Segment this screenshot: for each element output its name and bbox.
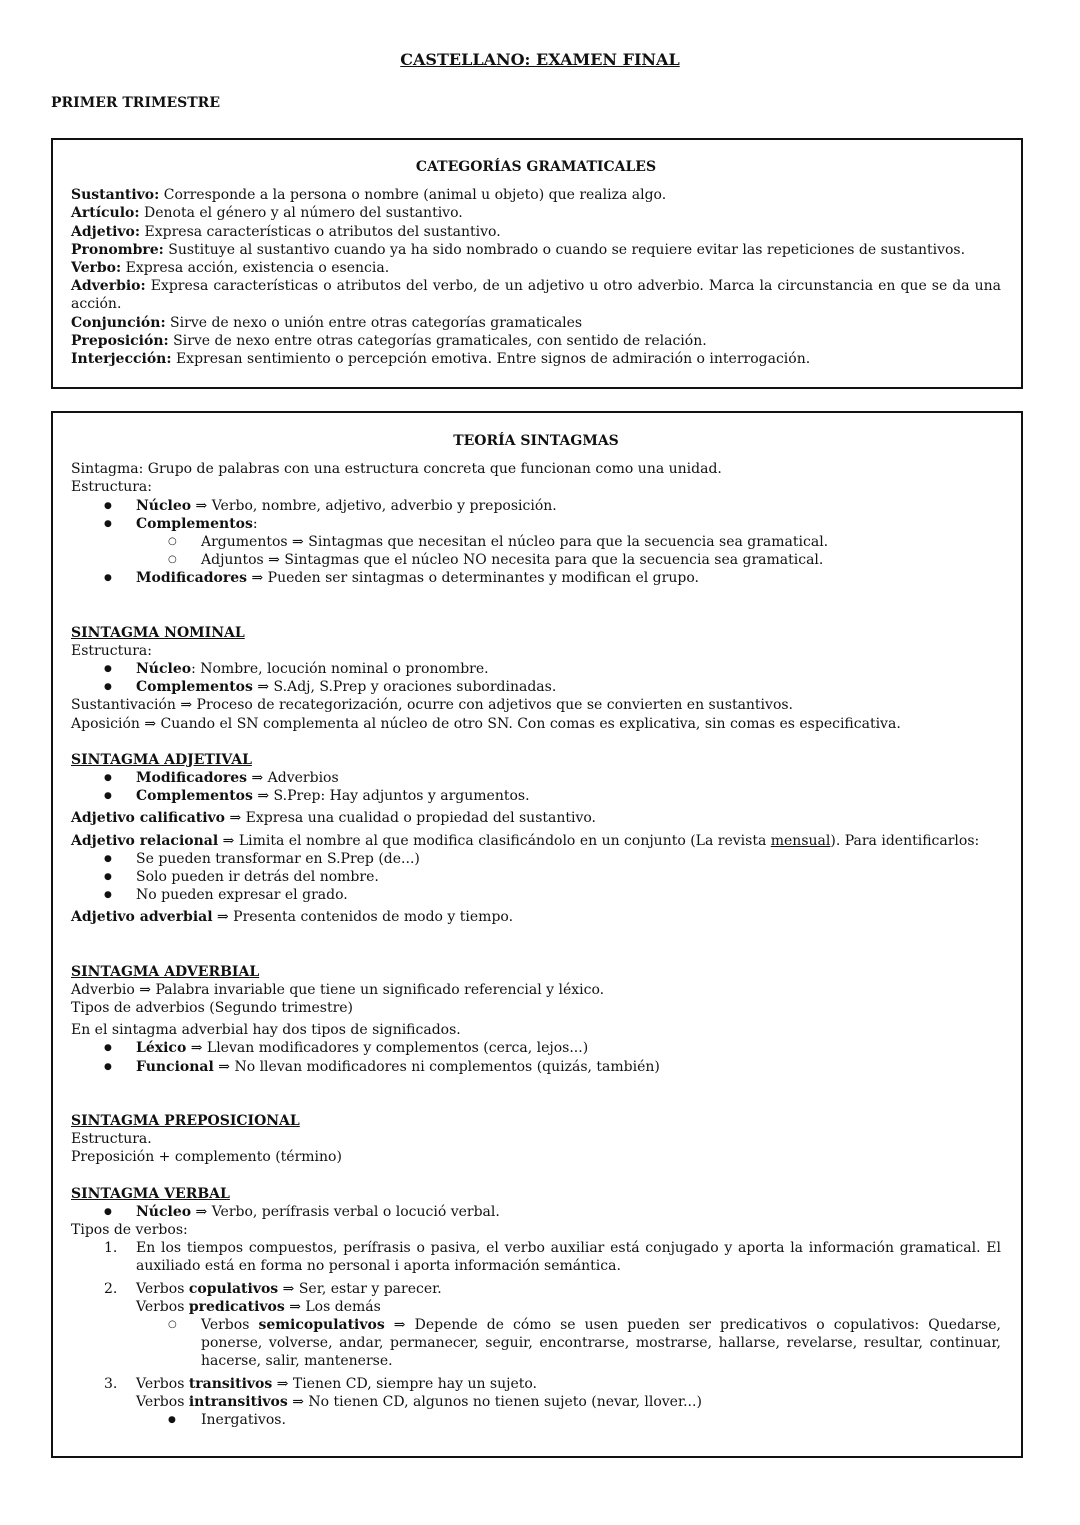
heading-sintagma-preposicional: SINTAGMA PREPOSICIONAL <box>71 1112 300 1129</box>
list-item: ● Modificadores ⇒ Pueden ser sintagmas o determinantes y modifican el grupo. <box>71 569 1001 587</box>
list-item: ● No pueden expresar el grado. <box>71 886 1001 904</box>
list-item: ● Inergativos. <box>71 1411 1001 1429</box>
def-interjeccion: Interjección: Expresan sentimiento o percepción emotiva. Entre signos de admiración o interrogación. <box>71 351 811 368</box>
numbered-item-2: 2. Verbos copulativos ⇒ Ser, estar y parecer. Verbos predicativos ⇒ Los demás <box>104 1280 442 1315</box>
list-item: ○ Adjuntos ⇒ Sintagmas que el núcleo NO necesita para que la secuencia sea gramatical. <box>71 551 1001 569</box>
def-sustantivo: Sustantivo: Corresponde a la persona o nombre (animal u objeto) que realiza algo. <box>71 187 667 204</box>
def-verbo: Verbo: Expresa acción, existencia o esencia. <box>71 260 390 277</box>
list-item: ● Modificadores ⇒ Adverbios <box>71 769 1001 787</box>
adverbial-significados: En el sintagma adverbial hay dos tipos de significados. <box>71 1022 461 1039</box>
preposicional-formula: Preposición + complemento (término) <box>71 1149 342 1166</box>
adjetivo-adverbial: Adjetivo adverbial ⇒ Presenta contenidos de modo y tiempo. <box>71 909 514 926</box>
def-preposicion: Preposición: Sirve de nexo entre otras categorías gramaticales, con sentido de relación. <box>71 332 707 349</box>
teoria-estructura-label: Estructura: <box>71 479 152 496</box>
heading-sintagma-nominal: SINTAGMA NOMINAL <box>71 624 245 641</box>
list-item: ● Núcleo ⇒ Verbo, perífrasis verbal o locució verbal. <box>71 1203 1001 1221</box>
list-item: ● Léxico ⇒ Llevan modificadores y complementos (cerca, lejos...) <box>71 1039 1001 1057</box>
categorias-box <box>51 138 1023 389</box>
list-item: ● Complementos ⇒ S.Prep: Hay adjuntos y argumentos. <box>71 787 1001 805</box>
term-heading: PRIMER TRIMESTRE <box>51 95 220 111</box>
categorias-list <box>71 186 1001 368</box>
def-pronombre: Pronombre: Sustituye al sustantivo cuando ya ha sido nombrado o cuando se requiere evitar las repeticiones de sustantivos. <box>71 241 966 258</box>
nominal-aposicion: Aposición ⇒ Cuando el SN complementa al núcleo de otro SN. Con comas es explicativa, sin comas es especificativa. <box>71 715 901 732</box>
preposicional-estructura: Estructura. <box>71 1131 152 1148</box>
adverbial-tipos: Tipos de adverbios (Segundo trimestre) <box>71 1000 354 1017</box>
list-item: ○ Argumentos ⇒ Sintagmas que necesitan el núcleo para que la secuencia sea gramatical. <box>71 533 1001 551</box>
categorias-title: CATEGORÍAS GRAMATICALES <box>415 159 657 175</box>
list-item: ● Funcional ⇒ No llevan modificadores ni complementos (quizás, también) <box>71 1058 1001 1076</box>
def-adjetivo: Adjetivo: Expresa características o atributos del sustantivo. <box>71 223 501 240</box>
list-item: ● Complementos ⇒ S.Adj, S.Prep y oraciones subordinadas. <box>71 678 1001 696</box>
adverbial-adverbio: Adverbio ⇒ Palabra invariable que tiene un significado referencial y léxico. <box>71 981 605 998</box>
teoria-title: TEORÍA SINTAGMAS <box>453 433 619 449</box>
list-item: ● Núcleo: Nombre, locución nominal o pronombre. <box>71 660 1001 678</box>
numbered-item-1: 1. En los tiempos compuestos, perífrasis o pasiva, el verbo auxiliar está conjugado y aporta la información gramatical. El auxiliado está en forma no personal i aporta información semántica. <box>104 1240 1001 1275</box>
teoria-intro: Sintagma: Grupo de palabras con una estructura concreta que funcionan como una unidad. <box>71 461 722 478</box>
document-title: CASTELLANO: EXAMEN FINAL <box>400 50 680 69</box>
numbered-item-3: 3. Verbos transitivos ⇒ Tienen CD, siempre hay un sujeto. Verbos intransitivos ⇒ No tienen CD, algunos no tienen sujeto (nevar, llover...) <box>104 1375 702 1410</box>
nominal-estructura-label: Estructura: <box>71 642 152 659</box>
heading-sintagma-adverbial: SINTAGMA ADVERBIAL <box>71 963 260 980</box>
list-item: ● Se pueden transformar en S.Prep (de...) <box>71 850 1001 868</box>
heading-sintagma-adjetival: SINTAGMA ADJETIVAL <box>71 751 252 768</box>
heading-sintagma-verbal: SINTAGMA VERBAL <box>71 1185 230 1202</box>
list-item: ● Solo pueden ir detrás del nombre. <box>71 868 1001 886</box>
adjetivo-calificativo: Adjetivo calificativo ⇒ Expresa una cualidad o propiedad del sustantivo. <box>71 810 597 827</box>
adjetivo-relacional: Adjetivo relacional ⇒ Limita el nombre al que modifica clasificándolo en un conjunto (La revista mensual). Para identificarlos: <box>71 832 980 849</box>
list-item: ● Núcleo ⇒ Verbo, nombre, adjetivo, adverbio y preposición. <box>71 497 1001 515</box>
list-item: ○ Verbos semicopulativos ⇒ Depende de cómo se usen pueden ser predicativos o copulativos: Quedarse, ponerse, volverse, andar, permanecer, seguir, encontrarse, mostrarse, hallarse, revelarse, resultar, continuar, hacerse, salir, mantenerse. <box>71 1316 1001 1371</box>
verbal-tipos-label: Tipos de verbos: <box>71 1221 188 1238</box>
def-adverbio: Adverbio: Expresa características o atributos del verbo, de un adjetivo u otro adverbio. Marca la circunstancia en que se da una acción. <box>71 278 1001 313</box>
list-item: ● Complementos: <box>71 515 1001 533</box>
def-conjuncion: Conjunción: Sirve de nexo o unión entre otras categorías gramaticales <box>71 314 583 331</box>
sintagmas-box <box>51 411 1023 1458</box>
def-articulo: Artículo: Denota el género y al número del sustantivo. <box>71 205 463 222</box>
nominal-sustantivacion: Sustantivación ⇒ Proceso de recategorización, ocurre con adjetivos que se convierten en sustantivos. <box>71 697 794 714</box>
